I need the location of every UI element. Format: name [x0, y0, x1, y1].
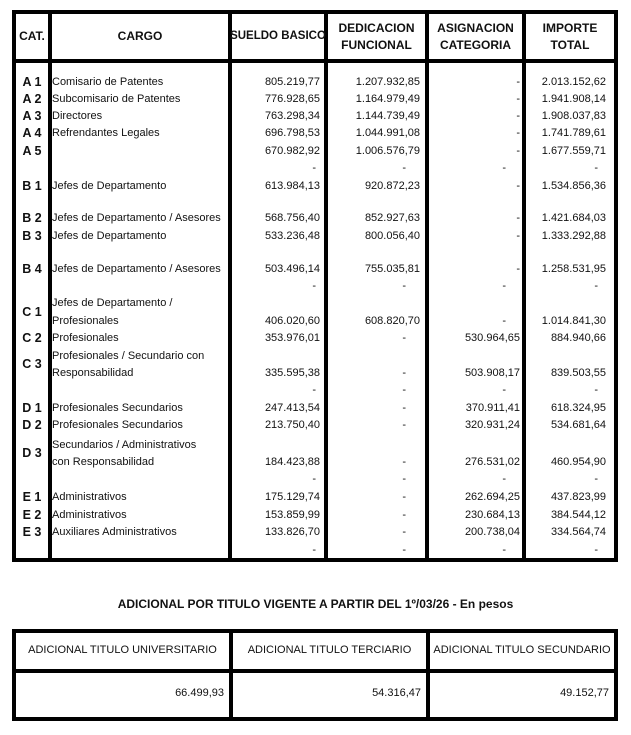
row-cat: B 4: [22, 262, 42, 276]
row-sueldo: 153.859,99: [264, 509, 320, 521]
row-total: 384.544,12: [550, 509, 606, 521]
row-cat: A 2: [22, 92, 42, 106]
row-total: 1.534.856,36: [541, 180, 606, 192]
row-cargo: Refrendantes Legales: [52, 127, 160, 139]
row-total: -: [594, 544, 598, 556]
value-titulo-terciario: 54.316,47: [372, 687, 421, 699]
row-total: 534.681,64: [550, 419, 606, 431]
row-asignacion: 370.911,41: [465, 402, 520, 414]
row-dedicacion: -: [402, 544, 406, 556]
row-sueldo: -: [312, 280, 316, 292]
row-total: 1.941.908,14: [541, 93, 606, 105]
row-total: 334.564,74: [550, 526, 606, 538]
row-total: 1.258.531,95: [541, 263, 606, 275]
row-total: 437.823,99: [550, 491, 606, 503]
row-asignacion: 200.738,04: [464, 526, 520, 538]
row-dedicacion: -: [402, 402, 406, 414]
row-dedicacion: 920.872,23: [364, 180, 420, 192]
adicional-row-divider: [12, 669, 618, 673]
header-asignacion-categoria: [429, 14, 522, 59]
row-total: 1.741.789,61: [541, 127, 606, 139]
row-asignacion: 320.931,24: [464, 419, 520, 431]
row-sueldo: 568.756,40: [264, 212, 320, 224]
row-cargo-line2: con Responsabilidad: [52, 456, 155, 468]
row-dedicacion: 1.164.979,49: [355, 93, 420, 105]
row-sueldo: 353.976,01: [264, 332, 320, 344]
row-asignacion: -: [516, 180, 520, 192]
row-cargo: Administrativos: [52, 491, 127, 503]
row-asignacion: -: [516, 212, 520, 224]
row-dedicacion: 1.144.739,49: [355, 110, 420, 122]
row-dedicacion: -: [402, 162, 406, 174]
header-sueldo-basico: SUELDO BASICO: [230, 30, 326, 42]
row-asignacion: -: [516, 145, 520, 157]
row-dedicacion: -: [402, 419, 406, 431]
row-sueldo: 335.595,38: [264, 367, 320, 379]
row-cargo: Comisario de Patentes: [52, 76, 164, 88]
row-dedicacion: -: [402, 367, 406, 379]
row-asignacion: -: [516, 127, 520, 139]
row-cargo: Jefes de Departamento: [52, 230, 167, 242]
row-dedicacion: 1.207.932,85: [355, 76, 420, 88]
row-asignacion: 230.684,13: [464, 509, 520, 521]
row-total: 884.940,66: [550, 332, 606, 344]
header-importe-line1: IMPORTE: [542, 20, 598, 35]
row-sueldo: 213.750,40: [264, 419, 320, 431]
col-divider-dedicacion: [425, 10, 429, 562]
row-total: 839.503,55: [550, 367, 606, 379]
row-cat: A 1: [22, 75, 42, 89]
row-total: 1.908.037,83: [541, 110, 606, 122]
adicional-border-top: [12, 629, 618, 633]
row-dedicacion: -: [402, 280, 406, 292]
col-divider-sueldo: [324, 10, 328, 562]
row-cargo: Profesionales Secundarios: [52, 419, 183, 431]
row-asignacion: -: [516, 110, 520, 122]
adicional-border-right: [614, 629, 618, 721]
header-dedicacion-line1: DEDICACION: [338, 20, 415, 35]
row-cat: B 1: [22, 179, 42, 193]
row-dedicacion: 852.927,63: [364, 212, 420, 224]
row-cat: D 2: [22, 418, 42, 432]
row-cargo-line1: Secundarios / Administrativos: [52, 439, 197, 451]
header-dedicacion-line2: FUNCIONAL: [341, 37, 412, 52]
row-total: 1.421.684,03: [541, 212, 606, 224]
value-titulo-secundario: 49.152,77: [560, 687, 609, 699]
table-border-right: [614, 10, 618, 562]
row-total: 1.333.292,88: [541, 230, 606, 242]
row-asignacion: 530.964,65: [464, 332, 520, 344]
row-cat: A 4: [22, 126, 42, 140]
row-total: 618.324,95: [550, 402, 606, 414]
col-divider-asignacion: [522, 10, 526, 562]
row-sueldo: 406.020,60: [264, 315, 320, 327]
header-titulo-terciario: ADICIONAL TITULO TERCIARIO: [247, 644, 412, 656]
row-total: -: [594, 384, 598, 396]
row-cat: E 3: [22, 525, 42, 539]
row-asignacion: -: [516, 263, 520, 275]
row-total: -: [594, 280, 598, 292]
row-asignacion: 276.531,02: [464, 456, 520, 468]
row-cat: A 3: [22, 109, 42, 123]
row-sueldo: 133.826,70: [264, 526, 320, 538]
row-dedicacion: -: [402, 526, 406, 538]
row-cargo: Jefes de Departamento / Asesores: [52, 212, 221, 224]
row-dedicacion: 755.035,81: [364, 263, 420, 275]
row-total: 2.013.152,62: [541, 76, 606, 88]
row-asignacion: -: [516, 76, 520, 88]
row-cargo-line1: Profesionales / Secundario con: [52, 350, 205, 362]
row-sueldo: -: [312, 544, 316, 556]
header-asignacion-line2: CATEGORIA: [439, 37, 512, 52]
row-sueldo: 533.236,48: [264, 230, 320, 242]
adicional-title: ADICIONAL POR TITULO VIGENTE A PARTIR DEL 1º/03/26 - En pesos: [117, 597, 514, 611]
row-asignacion: -: [502, 280, 506, 292]
header-asignacion-line1: ASIGNACION: [437, 20, 514, 35]
row-cat: E 2: [22, 508, 42, 522]
row-asignacion: -: [502, 473, 506, 485]
header-importe-total: [526, 14, 614, 59]
row-cargo-line2: Responsabilidad: [52, 367, 134, 379]
row-sueldo: 805.219,77: [264, 76, 320, 88]
row-sueldo: 696.798,53: [264, 127, 320, 139]
row-cat: C 1: [22, 305, 42, 319]
row-asignacion: -: [502, 162, 506, 174]
row-cargo: Profesionales: [52, 332, 119, 344]
row-dedicacion: 1.006.576,79: [355, 145, 420, 157]
row-dedicacion: -: [402, 491, 406, 503]
row-total: -: [594, 162, 598, 174]
header-titulo-universitario: ADICIONAL TITULO UNIVERSITARIO: [28, 644, 217, 656]
row-asignacion: -: [502, 544, 506, 556]
header-titulo-secundario: ADICIONAL TITULO SECUNDARIO: [433, 644, 611, 656]
row-sueldo: 776.928,65: [264, 93, 320, 105]
row-sueldo: -: [312, 384, 316, 396]
row-cargo-line2: Profesionales: [52, 315, 119, 327]
row-sueldo: 503.496,14: [264, 263, 320, 275]
row-dedicacion: -: [402, 384, 406, 396]
row-asignacion: 503.908,17: [464, 367, 520, 379]
row-asignacion: -: [516, 230, 520, 242]
row-sueldo: 184.423,88: [264, 456, 320, 468]
row-cat: D 1: [22, 401, 42, 415]
row-sueldo: 670.982,92: [264, 145, 320, 157]
row-sueldo: 175.129,74: [264, 491, 320, 503]
row-cat: B 3: [22, 229, 42, 243]
row-cargo: Directores: [52, 110, 103, 122]
row-total: 1.014.841,30: [541, 315, 606, 327]
row-sueldo: 247.413,54: [264, 402, 320, 414]
header-divider: [12, 59, 618, 63]
header-cargo: CARGO: [117, 29, 163, 43]
row-cat: A 5: [22, 144, 42, 158]
row-dedicacion: -: [402, 473, 406, 485]
row-cat: C 3: [22, 357, 42, 371]
header-dedicacion-funcional: [328, 14, 425, 59]
row-sueldo: 763.298,34: [264, 110, 320, 122]
row-cargo: Administrativos: [52, 509, 127, 521]
row-dedicacion: -: [402, 456, 406, 468]
header-cat: CAT.: [19, 29, 45, 43]
row-asignacion: -: [502, 384, 506, 396]
row-dedicacion: 608.820,70: [364, 315, 420, 327]
header-importe-line2: TOTAL: [550, 37, 590, 52]
row-sueldo: 613.984,13: [264, 180, 320, 192]
row-asignacion: 262.694,25: [464, 491, 520, 503]
row-cargo: Subcomisario de Patentes: [52, 93, 181, 105]
row-dedicacion: 800.056,40: [364, 230, 420, 242]
row-cargo: Jefes de Departamento: [52, 180, 167, 192]
row-cargo: Jefes de Departamento / Asesores: [52, 263, 221, 275]
row-cargo-line1: Jefes de Departamento /: [52, 297, 173, 309]
row-sueldo: -: [312, 473, 316, 485]
row-total: 460.954,90: [550, 456, 606, 468]
row-sueldo: -: [312, 162, 316, 174]
row-dedicacion: -: [402, 509, 406, 521]
row-cat: C 2: [22, 331, 42, 345]
row-cat: E 1: [22, 490, 42, 504]
adicional-border-bottom: [12, 717, 618, 721]
value-titulo-universitario: 66.499,93: [175, 687, 224, 699]
row-dedicacion: -: [402, 332, 406, 344]
row-dedicacion: 1.044.991,08: [355, 127, 420, 139]
row-total: 1.677.559,71: [541, 145, 606, 157]
row-asignacion: -: [502, 315, 506, 327]
row-cargo: Auxiliares Administrativos: [52, 526, 177, 538]
row-cargo: Profesionales Secundarios: [52, 402, 183, 414]
row-cat: B 2: [22, 211, 42, 225]
row-total: -: [594, 473, 598, 485]
row-asignacion: -: [516, 93, 520, 105]
row-cat: D 3: [22, 446, 42, 460]
